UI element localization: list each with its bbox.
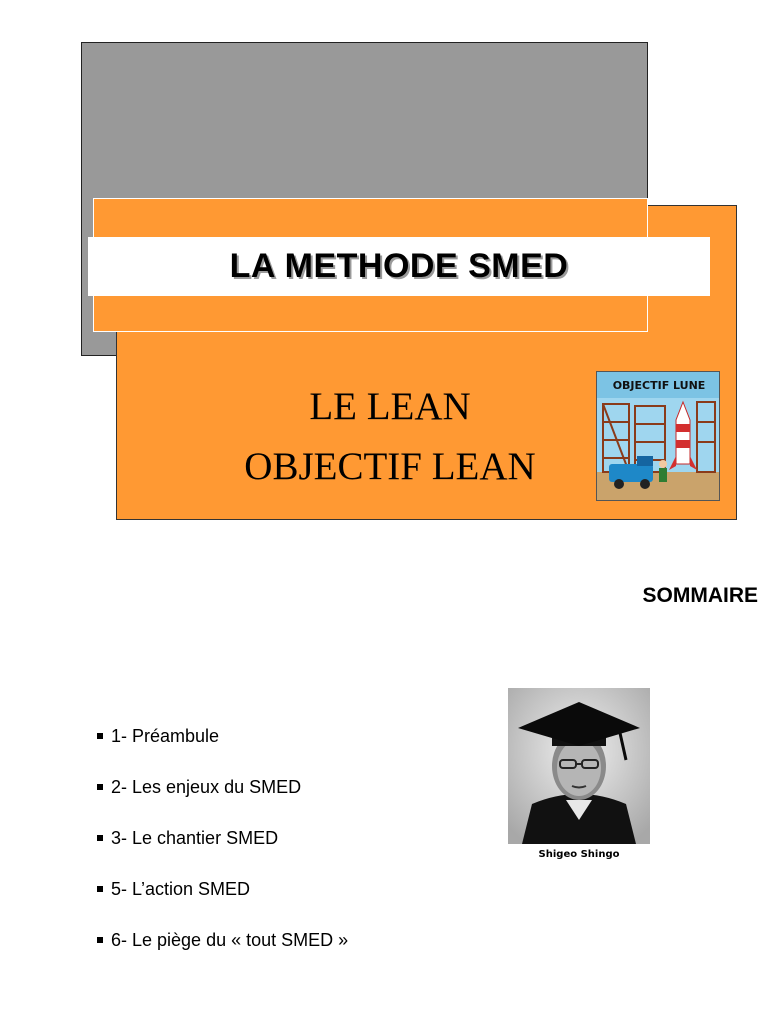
title-band (88, 237, 710, 296)
bullet-icon (97, 733, 103, 739)
subtitle-line-2: OBJECTIF LEAN (244, 445, 536, 488)
sommaire-heading: SOMMAIRE (642, 584, 758, 607)
table-of-contents (97, 723, 348, 978)
subtitle-line-1: LE LEAN (309, 385, 471, 428)
toc-item: 1- Préambule (97, 723, 348, 774)
toc-item: 6- Le piège du « tout SMED » (97, 927, 348, 978)
bullet-icon (97, 886, 103, 892)
comic-title: OBJECTIF LUNE (612, 379, 706, 392)
bullet-icon (97, 937, 103, 943)
bullet-icon (97, 784, 103, 790)
portrait-photo (508, 688, 650, 844)
page-title: LA METHODE SMED (229, 247, 569, 285)
objectif-lune-cover-image (596, 371, 720, 501)
bullet-icon (97, 835, 103, 841)
toc-item: 5- L’action SMED (97, 876, 348, 927)
photo-caption: Shigeo Shingo (538, 849, 620, 860)
toc-item: 2- Les enjeux du SMED (97, 774, 348, 825)
toc-item: 3- Le chantier SMED (97, 825, 348, 876)
